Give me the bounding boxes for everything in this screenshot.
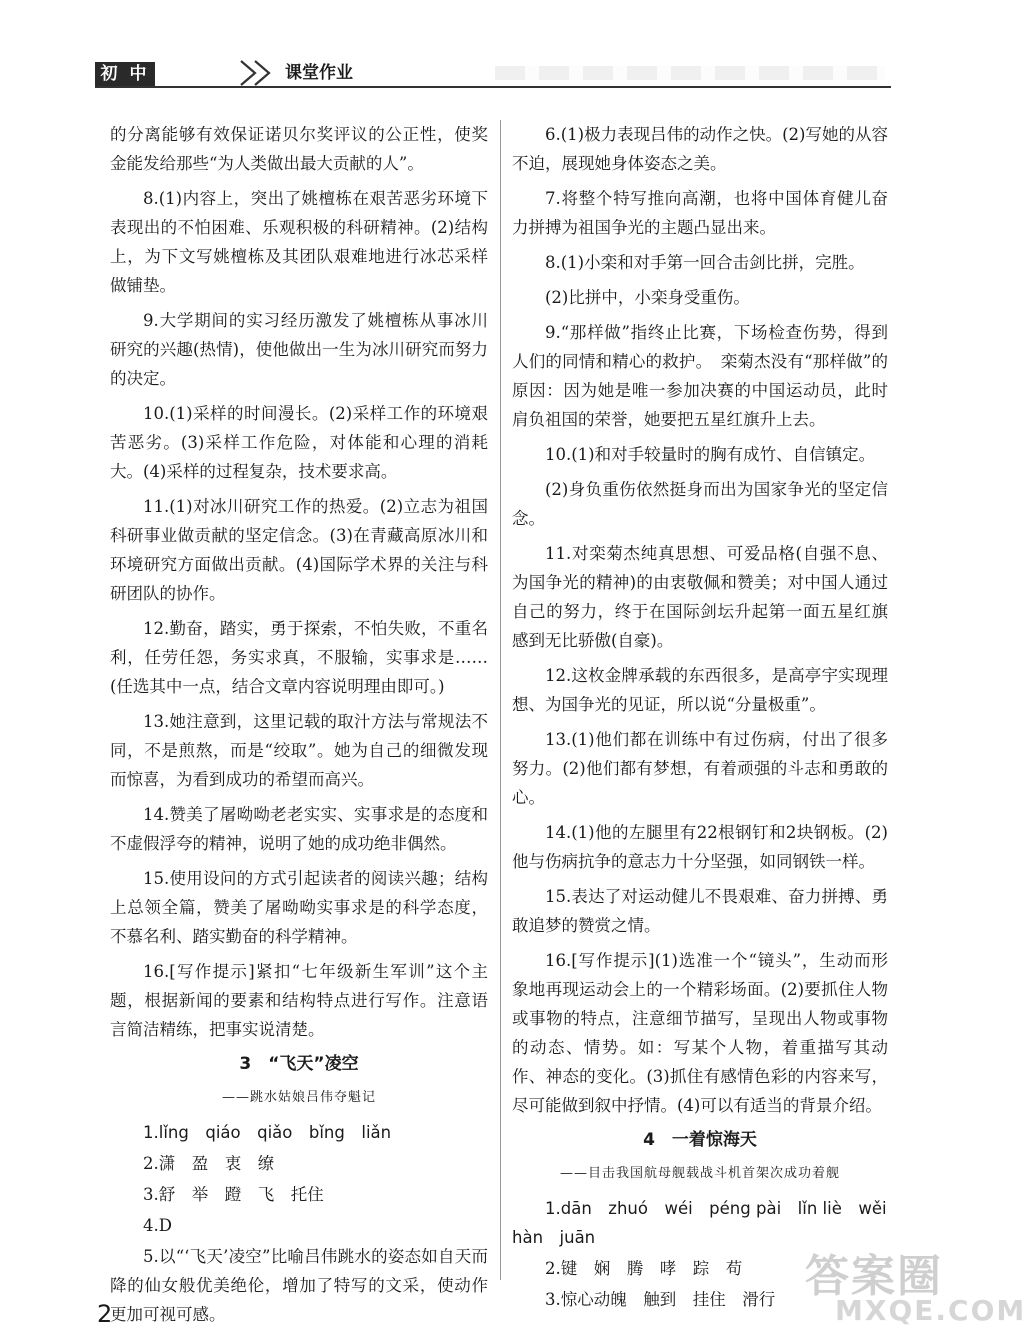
answer-paragraph: 9.“那样做”指终止比赛，下场检查伤势，得到人们的同情和精心的救护。 栾菊杰没有“那样做”的原因：因为她是唯一参加决赛的中国运动员，此时肩负祖国的荣誉，她要把五星红旗升上去。 [512,323,888,429]
answer-paragraph: 11.对栾菊杰纯真思想、可爱品格(自强不息、为国争光的精神)的由衷敬佩和赞美；对中国人通过自己的努力，终于在国际剑坛升起第一面五星红旗感到无比骄傲(自豪)。 [512,544,888,650]
header-rule [95,86,891,88]
grade-badge: 初 中 [95,62,155,86]
answer-paragraph: 8.(1)小栾和对手第一回合击剑比拼，完胜。 [545,253,865,272]
right-answers [512,120,888,1120]
section-3-title: 3 “飞天”凌空 [239,1054,359,1074]
answer-paragraph: 9.大学期间的实习经历激发了姚檀栋从事冰川研究的兴趣(热情)，使他做出一生为冰川研究而努力的决定。 [110,311,488,388]
page-number: 2 [97,1300,113,1328]
answer-paragraph: (2)比拼中，小栾身受重伤。 [545,288,750,307]
s4-answer-2: 2.键 娴 腾 哮 踪 苟 [545,1259,743,1278]
answer-paragraph: 15.表达了对运动健儿不畏艰难、奋力拼搏、勇敢追梦的赞赏之情。 [512,887,888,935]
answer-paragraph: 13.她注意到，这里记载的取汁方法与常规法不同，不是煎熬，而是“绞取”。她为自己的细微发现而惊喜，为看到成功的希望而高兴。 [110,712,488,789]
s3-answer-2: 2.潇 盈 衷 缭 [143,1154,275,1173]
answer-paragraph: 13.(1)他们都在训练中有过伤病，付出了很多努力。(2)他们都有梦想，有着顽强的斗志和勇敢的心。 [512,730,888,807]
answer-paragraph: 7.将整个特写推向高潮，也将中国体育健儿奋力拼搏为祖国争光的主题凸显出来。 [512,189,888,237]
answer-paragraph: 10.(1)采样的时间漫长。(2)采样工作的环境艰苦恶劣。(3)采样工作危险，对体能和心理的消耗大。(4)采样的过程复杂，技术要求高。 [110,404,488,481]
header-decoration [495,66,885,80]
right-column [512,120,888,1316]
section-4-title: 4 一着惊海天 [643,1130,757,1150]
answer-paragraph: 11.(1)对冰川研究工作的热爱。(2)立志为祖国科研事业做贡献的坚定信念。(3)在青藏高原冰川和环境研究方面做出贡献。(4)国际学术界的关注与科研团队的协作。 [110,497,488,603]
answer-paragraph: 的分离能够有效保证诺贝尔奖评议的公正性，使奖金能发给那些“为人类做出最大贡献的人”。 [110,125,488,173]
answer-paragraph: 15.使用设问的方式引起读者的阅读兴趣；结构上总领全篇，赞美了屠呦呦实事求是的科学态度，不慕名利、踏实勤奋的科学精神。 [110,869,488,946]
answer-paragraph: 12.勤奋，踏实，勇于探索，不怕失败，不重名利，任劳任怨，务实求真，不服输，实事求是……(任选其中一点，结合文章内容说明理由即可。) [110,619,488,696]
left-answers [110,120,488,1044]
answer-paragraph: 14.赞美了屠呦呦老老实实、实事求是的态度和不虚假浮夸的精神，说明了她的成功绝非偶然。 [110,805,488,853]
s3-answer-5: 5.以“‘飞天’凌空”比喻吕伟跳水的姿态如自天而降的仙女般优美绝伦，增加了特写的文采，使动作更加可视可感。 [110,1247,488,1324]
section-3-subtitle: ——跳水姑娘吕伟夺魁记 [221,1090,376,1105]
watermark-logo [805,1240,1026,1336]
s3-answer-4: 4.D [143,1216,172,1235]
s3-answer-3: 3.舒 举 蹬 飞 托住 [143,1185,324,1204]
answer-paragraph: 14.(1)他的左腿里有22根钢钉和2块钢板。(2)他与伤病抗争的意志力十分坚强，如同钢铁一样。 [512,823,888,871]
answer-paragraph: 16.[写作提示]紧扣“七年级新生军训”这个主题，根据新闻的要素和结构特点进行写作。注意语言简洁精练，把事实说清楚。 [110,962,488,1039]
s4-answer-1: 1.dān zhuó wéi péng pài lǐn liè wěi hàn juān [512,1199,887,1247]
watermark-text: 答案圈 [805,1251,943,1302]
section-4-subtitle: ——目击我国航母舰载战斗机首架次成功着舰 [559,1166,840,1181]
page-header [95,58,891,88]
answer-paragraph: (2)身负重伤依然挺身而出为国家争光的坚定信念。 [512,480,888,528]
answer-paragraph: 16.[写作提示](1)选准一个“镜头”，生动而形象地再现运动会上的一个精彩场面。(2)要抓住人物或事物的特点，注意细节描写，呈现出人物或事物的动态、情势。如：写某个人物，着重描写其动作、神态的变化。(3)抓住有感情色彩的内容来写，尽可能做到叙中抒情。(4)可以有适当的背景介绍。 [512,951,888,1115]
watermark-url: MXQE.COM [835,1294,1026,1327]
column-divider [500,120,501,1280]
header-title: 课堂作业 [285,63,353,83]
answer-paragraph: 6.(1)极力表现吕伟的动作之快。(2)写她的从容不迫，展现她身体姿态之美。 [512,125,888,173]
answer-paragraph: 8.(1)内容上，突出了姚檀栋在艰苦恶劣环境下表现出的不怕困难、乐观积极的科研精神。(2)结构上，为下文写姚檀栋及其团队艰难地进行冰芯采样做铺垫。 [110,189,488,295]
double-chevron-icon [237,58,281,88]
s3-answer-1: 1.lǐng qiáo qiǎo bǐng liǎn [143,1123,392,1142]
s4-answer-3: 3.惊心动魄 触到 挂住 滑行 [545,1290,776,1309]
answer-paragraph: 12.这枚金牌承载的东西很多，是高亭宇实现理想、为国争光的见证，所以说“分量极重”。 [512,666,888,714]
left-column [110,120,488,1335]
answer-paragraph: 10.(1)和对手较量时的胸有成竹、自信镇定。 [545,445,876,464]
